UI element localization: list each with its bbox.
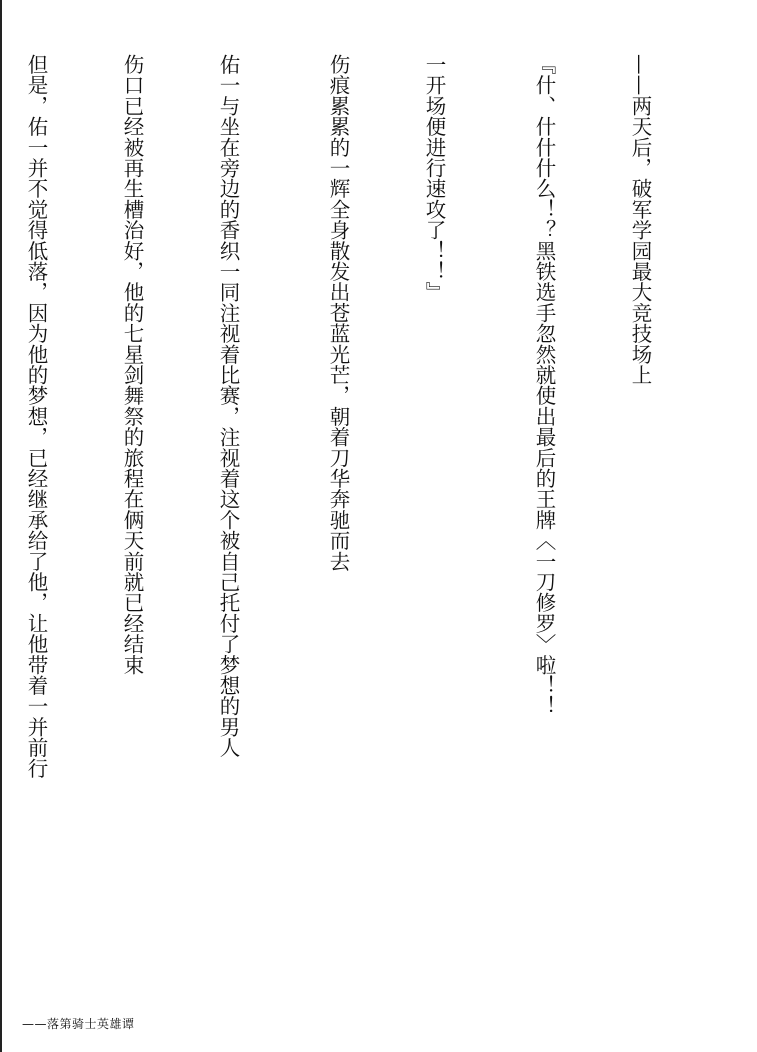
vertical-text-area (24, 54, 720, 1014)
paragraph-6: 伤口已经被再生槽治好，他的七星剑舞祭的旅程在俩天前就已经结束 (120, 54, 144, 675)
paragraph-3: 一开场便进行速攻了！！』 (422, 54, 446, 303)
paragraph-7: 但是，佑一并不觉得低落，因为他的梦想，已经继承给了他，让他带着一并前行 (24, 54, 48, 779)
paragraph-4: 伤痕累累的一辉全身散发出苍蓝光芒，朝着刀华奔驰而去 (326, 54, 350, 572)
paragraph-2: 『什、什什什么！？黑铁选手忽然就使出最后的王牌〈一刀修罗〉啦！！ (532, 54, 556, 717)
text-columns (24, 54, 720, 1014)
paragraph-1: ——两天后，破军学园最大竞技场上 (628, 54, 652, 386)
paragraph-5: 佑一与坐在旁边的香织一同注视着比赛，注视着这个被自己托付了梦想的男人 (216, 54, 240, 758)
book-title-footer: ——落第骑士英雄谭 (22, 1017, 135, 1031)
